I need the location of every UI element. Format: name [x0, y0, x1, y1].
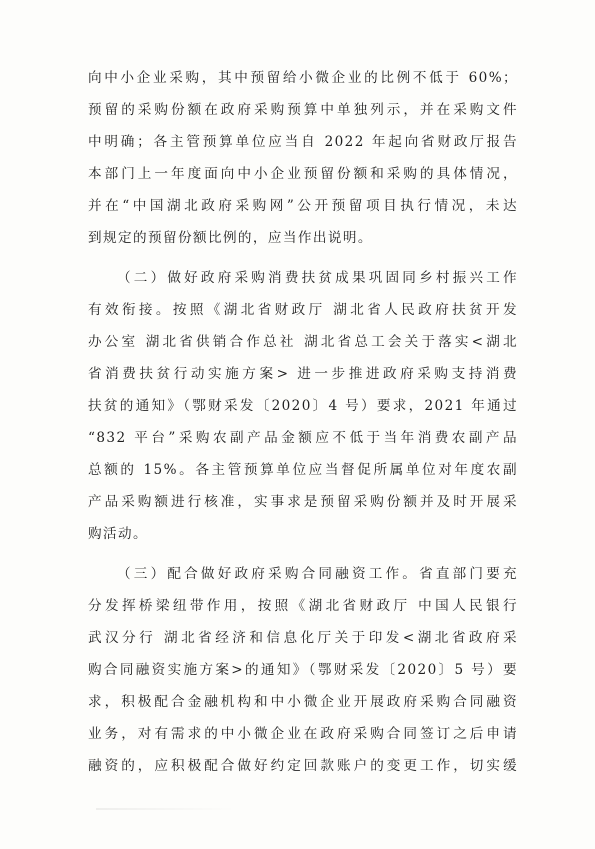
- text-line: 购合同融资实施方案>的通知》（鄂财采发〔2020〕5 号）要: [88, 662, 518, 678]
- section-heading-line: （二）做好政府采购消费扶贫成果巩固同乡村振兴工作: [117, 270, 518, 286]
- scan-smudge: [96, 808, 236, 810]
- paragraph-1: [88, 62, 518, 254]
- text-line: 预留的采购份额在政府采购预算中单独列示，并在采购文件: [88, 102, 518, 118]
- text-line: “832 平台”采购农副产品金额应不低于当年消费农副产品: [88, 430, 518, 446]
- text-line: 武汉分行 湖北省经济和信息化厅关于印发<湖北省政府采: [88, 630, 518, 646]
- text-line: 办公室 湖北省供销合作总社 湖北省总工会关于落实<湖北: [88, 334, 518, 350]
- text-line: 分发挥桥梁纽带作用，按照《湖北省财政厅 中国人民银行: [88, 598, 518, 614]
- text-line: 融资的，应积极配合做好约定回款账户的变更工作，切实缓: [88, 758, 518, 774]
- text-line: 向中小企业采购，其中预留给小微企业的比例不低于 60%；: [88, 70, 518, 86]
- text-line: 产品采购额进行核准，实事求是预留采购份额并及时开展采: [88, 494, 518, 510]
- paragraph-2: [88, 262, 518, 550]
- text-line: 并在“中国湖北政府采购网”公开预留项目执行情况，未达: [88, 198, 518, 214]
- text-line: 有效衔接。按照《湖北省财政厅 湖北省人民政府扶贫开发: [88, 302, 518, 318]
- text-line: 求，积极配合金融机构和中小微企业开展政府采购合同融资: [88, 694, 518, 710]
- text-line: 本部门上一年度面向中小企业预留份额和采购的具体情况，: [88, 166, 518, 182]
- document-body: [88, 62, 518, 782]
- text-line: 扶贫的通知》（鄂财采发〔2020〕4 号）要求，2021 年通过: [88, 398, 518, 414]
- text-line: 业务，对有需求的中小微企业在政府采购合同签订之后申请: [88, 726, 518, 742]
- text-line: 省消费扶贫行动实施方案> 进一步推进政府采购支持消费: [88, 366, 518, 382]
- text-line: 到规定的预留份额比例的，应当作出说明。: [88, 230, 373, 246]
- text-line: 中明确；各主管预算单位应当自 2022 年起向省财政厅报告: [88, 134, 518, 150]
- section-heading-line: （三）配合做好政府采购合同融资工作。省直部门要充: [117, 566, 518, 582]
- paragraph-3: [88, 558, 518, 782]
- text-line: 总额的 15%。各主管预算单位应当督促所属单位对年度农副: [88, 462, 518, 478]
- text-line: 购活动。: [88, 526, 148, 542]
